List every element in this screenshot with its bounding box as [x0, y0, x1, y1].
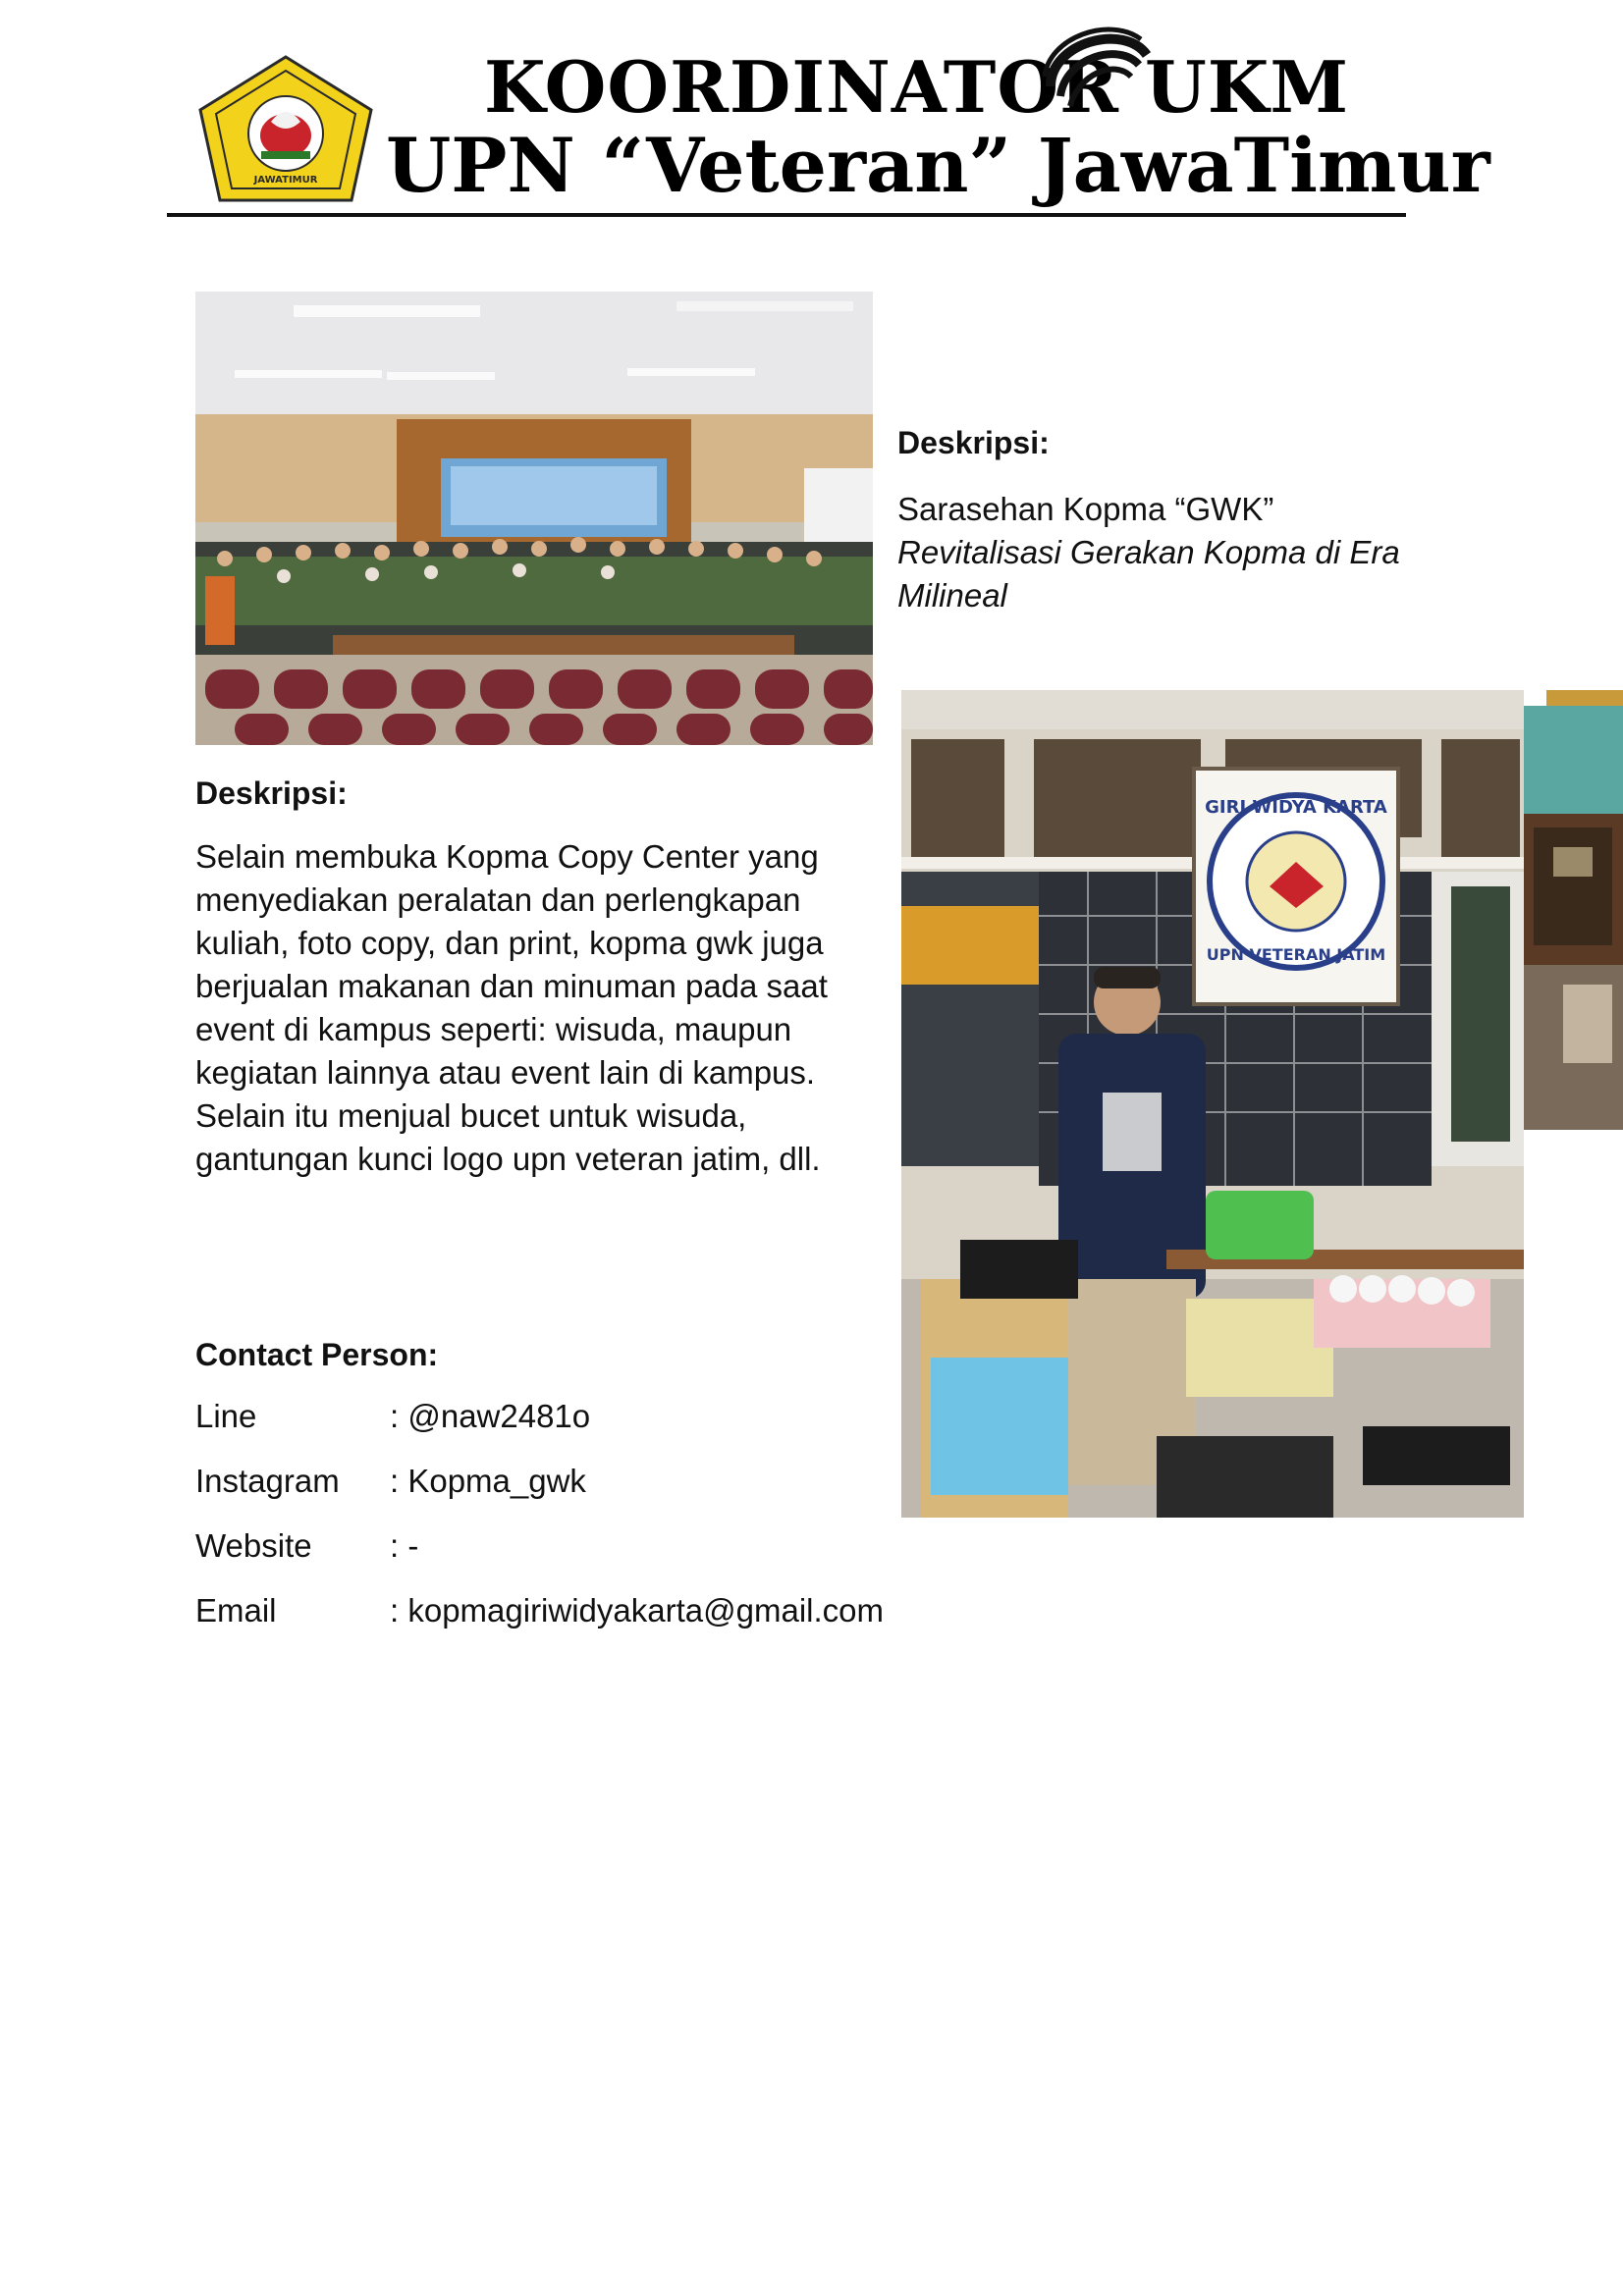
contact-row-email [195, 1592, 884, 1629]
event-name: Sarasehan Kopma “GWK” [897, 491, 1274, 527]
page-title-line1: KOORDINATOR UKM [484, 45, 1350, 129]
contact-row-website [195, 1527, 418, 1565]
contact-value-instagram: : Kopma_gwk [390, 1463, 586, 1499]
svg-text:GIRI WIDYA KARTA: GIRI WIDYA KARTA [1205, 797, 1387, 818]
page-title-line2: UPN “Veteran” JawaTimur [386, 122, 1490, 209]
svg-text:JAWATIMUR: JAWATIMUR [253, 175, 318, 186]
swirl-logo [1031, 18, 1159, 124]
university-logo [192, 53, 379, 204]
contact-key: Line [195, 1398, 257, 1434]
description-label: Deskripsi: [195, 775, 348, 811]
contact-row-instagram [195, 1463, 586, 1500]
contact-value-line: : @naw2481o [390, 1398, 591, 1434]
cropped-photo [1524, 690, 1623, 1130]
contact-key: Instagram [195, 1463, 340, 1499]
group-photo [195, 292, 873, 745]
header-divider [167, 213, 1406, 217]
description-body: Selain membuka Kopma Copy Center yang menyediakan peralatan dan perlengkapan kuliah, foto copy, dan print, kopma gwk juga berjualan makanan dan minuman pada saat event di kampus seperti: wisuda, maupun kegiatan lainnya atau event lain di kampus. Selain itu menjual bucet untuk wisuda, gantungan kunci logo upn veteran jatim, dll. [195, 838, 828, 1177]
event-theme: Revitalisasi Gerakan Kopma di Era Milineal [897, 534, 1400, 614]
contact-row-line [195, 1398, 590, 1435]
kopma-stand-photo [901, 690, 1524, 1518]
contact-key: Email [195, 1592, 277, 1629]
contact-key: Website [195, 1527, 312, 1564]
contact-person-label: Contact Person: [195, 1337, 439, 1372]
svg-text:UPN VETERAN JATIM: UPN VETERAN JATIM [1206, 945, 1386, 964]
event-description-label: Deskripsi: [897, 425, 1050, 460]
contact-value-website: : - [390, 1527, 419, 1564]
contact-value-email: : kopmagiriwidyakarta@gmail.com [390, 1592, 884, 1629]
